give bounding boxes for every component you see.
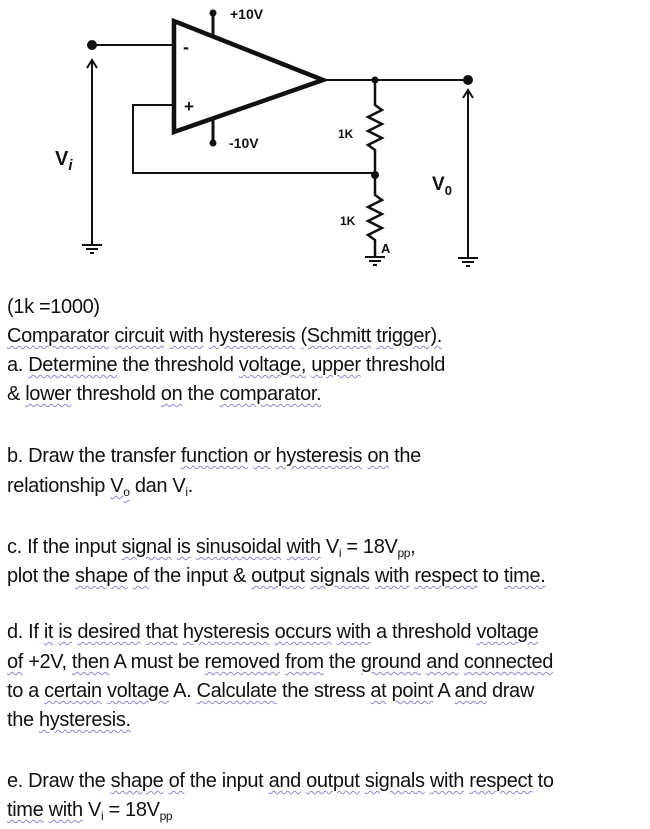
text-segment: the [7,709,39,731]
ground-icon [82,245,102,253]
text-segment: A must be [109,651,205,673]
text-segment: V [320,536,339,558]
spellcheck-flagged-word: desired [77,621,141,643]
spellcheck-flagged-word: circuit [114,325,165,347]
positive-supply-label: +10V [230,6,264,22]
vo-label: $V_0$ [432,174,452,198]
text-segment: a. [7,354,29,376]
text-segment: the [323,651,361,673]
text-segment: d. If [7,621,44,643]
text-line [7,295,100,319]
spellcheck-flagged-word: Calculate [196,680,277,702]
spellcheck-flagged-word: Determine [28,354,118,376]
spellcheck-flagged-word: shape [75,565,128,587]
spellcheck-flagged-word: connected [463,651,553,673]
spellcheck-flagged-word: upper [311,354,361,376]
text-segment: the stress [276,680,371,702]
spellcheck-flagged-word: time. [503,565,546,587]
op-amp-symbol [174,21,323,132]
spellcheck-flagged-word: with [286,536,321,558]
ground-icon [365,257,385,265]
spellcheck-flagged-word: hysteresis [182,621,270,643]
spellcheck-flagged-word: point [391,680,434,702]
spellcheck-flagged-word: at [370,680,387,702]
text-segment: to a [7,680,45,702]
spellcheck-flagged-word: respect [414,565,478,587]
text-segment: to [532,770,554,792]
text-segment: e. Draw the [7,770,111,792]
spellcheck-flagged-word: comparator. [219,383,322,405]
text-line [7,444,421,468]
text-segment: the [182,383,220,405]
spellcheck-flagged-word: trigger). [376,325,442,347]
negative-supply-terminal [210,140,217,147]
spellcheck-flagged-word: with [429,770,465,792]
text-segment: the input & [148,565,252,587]
spellcheck-flagged-word: on [160,383,183,405]
text-segment: = 18V [341,536,398,558]
spellcheck-flagged-word: of [168,770,185,792]
text-line [7,535,415,565]
subscript: pp [159,809,173,823]
text-line [7,798,172,828]
text-segment: plot the [7,565,76,587]
text-segment: to [477,565,504,587]
text-line [7,353,445,377]
spellcheck-flagged-word: of [7,651,23,673]
spellcheck-flagged-word: time [7,799,44,821]
spellcheck-flagged-word: output [306,770,360,792]
vo-terminal [463,75,473,85]
text-line [7,382,321,406]
vi-label: $V_i$ [55,148,73,174]
output-node [372,77,379,84]
spellcheck-flagged-word: of [132,565,149,587]
text-segment: a threshold [370,621,477,643]
spellcheck-flagged-word: with [374,565,410,587]
spellcheck-flagged-word: signals [364,770,425,792]
spellcheck-flagged-word: (Schmitt [300,325,372,347]
spellcheck-flagged-word: and [454,680,487,702]
text-segment: draw [486,680,534,702]
text-segment: the threshold [117,354,239,376]
positive-supply-terminal [210,10,217,17]
negative-supply-label: -10V [229,135,259,151]
text-line [7,620,538,644]
text-segment: +2V, [22,651,72,673]
subscript: i [100,809,104,823]
vi-terminal [87,40,97,50]
spellcheck-flagged-word: with [48,799,83,821]
text-segment: relationship [7,475,111,497]
spellcheck-flagged-word: is [176,536,191,558]
spellcheck-flagged-word: it [43,621,54,643]
spellcheck-flagged-word: voltage [106,680,170,702]
text-segment: threshold [71,383,161,405]
text-line [7,769,554,793]
spellcheck-flagged-word: with [336,621,371,643]
spellcheck-flagged-word: or [253,445,271,467]
text-segment: threshold [360,354,446,376]
r2-label: 1K [340,214,356,228]
non-inverting-sign: + [184,97,194,116]
text-line [7,474,193,504]
spellcheck-flagged-word: sinusoidal [195,536,282,558]
text-segment: c. If the input [7,536,122,558]
spellcheck-flagged-word: voltage [476,621,539,643]
resistor-r2 [368,173,382,256]
text-line [7,708,131,732]
spellcheck-flagged-word: then [71,651,110,673]
spellcheck-flagged-word: removed [204,651,280,673]
spellcheck-flagged-word: output [251,565,305,587]
subscript: i [338,546,342,560]
subscript: i [185,485,188,499]
ground-icon [458,258,478,266]
text-segment: = 18V [103,799,160,821]
text-segment: & [7,383,26,405]
text-line [7,324,442,348]
spellcheck-flagged-word: ground [360,651,422,673]
spellcheck-flagged-word: that [145,621,178,643]
spellcheck-flagged-word: certain [44,680,102,702]
spellcheck-flagged-word: hysteresis [275,445,363,467]
spellcheck-flagged-word: lower [25,383,72,405]
text-segment: (1k =1000) [7,296,100,318]
spellcheck-flagged-word: voltage, [238,354,307,376]
spellcheck-flagged-word: occurs [274,621,332,643]
spellcheck-flagged-word: from [285,651,324,673]
spellcheck-flagged-word: on [367,445,389,467]
spellcheck-flagged-word: is [58,621,73,643]
text-segment: dan V [129,475,186,497]
text-line [7,564,545,588]
text-segment: A. [169,680,197,702]
spellcheck-flagged-word: hysteresis [208,325,296,347]
spellcheck-flagged-word: and [426,651,459,673]
subscript: o [123,485,130,499]
spellcheck-flagged-word: Comparator [7,325,110,347]
spellcheck-flagged-word: function [180,445,249,467]
text-segment: , [410,536,416,558]
node-a-label: A [381,241,391,256]
schmitt-trigger-circuit-diagram [0,0,650,290]
text-line [7,650,553,674]
text-segment: V [82,799,101,821]
spellcheck-flagged-word: signals [309,565,370,587]
spellcheck-flagged-word: respect [469,770,533,792]
subscript: pp [397,546,411,560]
spellcheck-flagged-word: V [110,475,124,497]
text-segment: the [388,445,421,467]
spellcheck-flagged-word: hysteresis. [38,709,131,731]
resistor-r1 [368,80,382,173]
text-line [7,679,534,703]
text-segment: b. Draw the transfer [7,445,181,467]
spellcheck-flagged-word: and [268,770,301,792]
text-segment: . [187,475,193,497]
spellcheck-flagged-word: signal [121,536,172,558]
spellcheck-flagged-word: with [169,325,204,347]
r1-label: 1K [338,127,354,141]
text-segment: A [433,680,455,702]
text-segment: the input [184,770,269,792]
spellcheck-flagged-word: shape [110,770,164,792]
feedback-node [371,171,379,179]
inverting-sign: - [183,37,189,57]
